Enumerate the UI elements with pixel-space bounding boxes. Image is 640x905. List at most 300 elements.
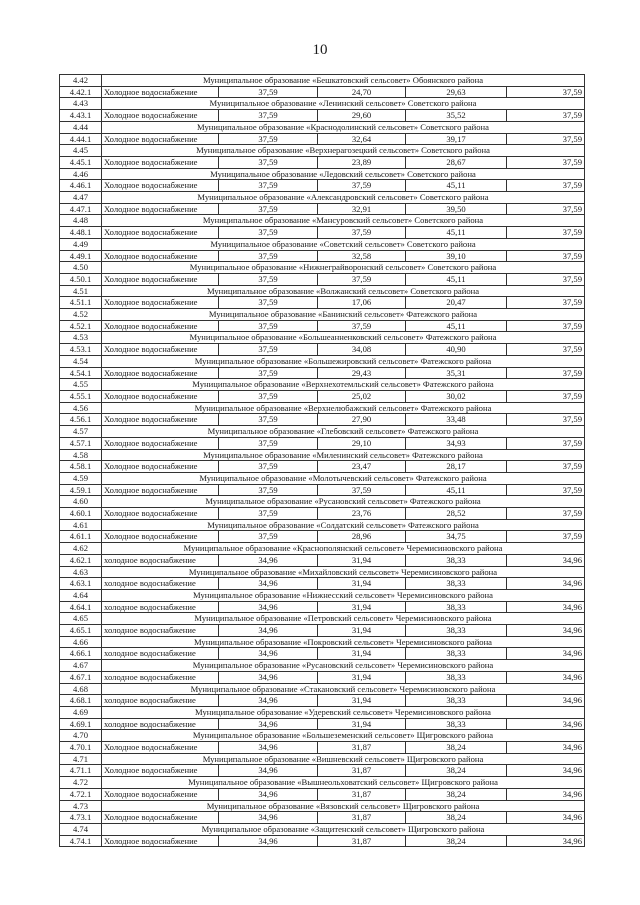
service-name-cell: Холодное водоснабжение [102, 227, 219, 239]
tariff-value-cell: 34,96 [507, 695, 585, 707]
row-number-cell: 4.70.1 [60, 742, 102, 754]
tariff-value-cell: 20,47 [406, 297, 507, 309]
table-row [60, 344, 585, 356]
table-row [60, 437, 585, 449]
tariff-value-cell: 45,11 [406, 320, 507, 332]
tariff-value-cell: 31,94 [318, 554, 406, 566]
tariff-value-cell: 31,87 [318, 835, 406, 847]
tariff-value-cell: 38,33 [406, 671, 507, 683]
table-row [60, 461, 585, 473]
service-name-cell: Холодное водоснабжение [102, 250, 219, 262]
tariff-value-cell: 23,76 [318, 508, 406, 520]
municipality-title-cell: Муниципальное образование «Покровский сельсовет» Черемисиновского района [102, 636, 585, 648]
tariff-value-cell: 34,96 [507, 812, 585, 824]
tariff-table [59, 74, 585, 847]
row-number-cell: 4.65.1 [60, 625, 102, 637]
row-number-cell: 4.53.1 [60, 344, 102, 356]
municipality-title-cell: Муниципальное образование «Нижнеграйворонский сельсовет» Советского района [102, 262, 585, 274]
row-number-cell: 4.52.1 [60, 320, 102, 332]
service-name-cell: холодное водоснабжение [102, 671, 219, 683]
tariff-value-cell: 34,96 [219, 601, 318, 613]
municipality-title-cell: Муниципальное образование «Молотычевский сельсовет» Фатежского района [102, 472, 585, 484]
row-number-cell: 4.60.1 [60, 508, 102, 520]
tariff-value-cell: 28,67 [406, 156, 507, 168]
section-heading-row [60, 496, 585, 508]
tariff-value-cell: 37,59 [507, 344, 585, 356]
municipality-title-cell: Муниципальное образование «Верхнехотемльский сельсовет» Фатежского района [102, 379, 585, 391]
municipality-title-cell: Муниципальное образование «Ледовский сельсовет» Советского района [102, 168, 585, 180]
row-number-cell: 4.63.1 [60, 578, 102, 590]
section-heading-row [60, 426, 585, 438]
service-name-cell: холодное водоснабжение [102, 718, 219, 730]
service-name-cell: Холодное водоснабжение [102, 390, 219, 402]
section-heading-row [60, 309, 585, 321]
tariff-value-cell: 37,59 [219, 484, 318, 496]
table-row [60, 531, 585, 543]
service-name-cell: Холодное водоснабжение [102, 788, 219, 800]
row-number-cell: 4.63 [60, 566, 102, 578]
tariff-value-cell: 27,90 [318, 414, 406, 426]
service-name-cell: Холодное водоснабжение [102, 508, 219, 520]
section-heading-row [60, 472, 585, 484]
row-number-cell: 4.42.1 [60, 86, 102, 98]
section-heading-row [60, 730, 585, 742]
tariff-value-cell: 37,59 [219, 297, 318, 309]
section-heading-row [60, 262, 585, 274]
municipality-title-cell: Муниципальное образование «Стакановский сельсовет» Черемисиновского района [102, 683, 585, 695]
tariff-value-cell: 37,59 [219, 133, 318, 145]
row-number-cell: 4.50.1 [60, 273, 102, 285]
service-name-cell: холодное водоснабжение [102, 648, 219, 660]
row-number-cell: 4.72 [60, 777, 102, 789]
table-row [60, 203, 585, 215]
tariff-value-cell: 34,96 [507, 648, 585, 660]
table-row [60, 695, 585, 707]
tariff-value-cell: 37,59 [219, 367, 318, 379]
table-row [60, 156, 585, 168]
section-heading-row [60, 566, 585, 578]
service-name-cell: Холодное водоснабжение [102, 156, 219, 168]
service-name-cell: Холодное водоснабжение [102, 110, 219, 122]
tariff-value-cell: 32,58 [318, 250, 406, 262]
row-number-cell: 4.46.1 [60, 180, 102, 192]
tariff-value-cell: 34,96 [507, 554, 585, 566]
service-name-cell: Холодное водоснабжение [102, 133, 219, 145]
row-number-cell: 4.68 [60, 683, 102, 695]
table-row [60, 250, 585, 262]
tariff-value-cell: 38,24 [406, 765, 507, 777]
service-name-cell: холодное водоснабжение [102, 625, 219, 637]
tariff-value-cell: 34,96 [219, 648, 318, 660]
tariff-value-cell: 34,96 [507, 835, 585, 847]
tariff-value-cell: 45,11 [406, 484, 507, 496]
tariff-value-cell: 31,94 [318, 648, 406, 660]
municipality-title-cell: Муниципальное образование «Петровский сельсовет» Черемисиновского района [102, 613, 585, 625]
section-heading-row [60, 777, 585, 789]
row-number-cell: 4.61 [60, 519, 102, 531]
tariff-value-cell: 37,59 [507, 297, 585, 309]
row-number-cell: 4.55.1 [60, 390, 102, 402]
table-row [60, 812, 585, 824]
row-number-cell: 4.51.1 [60, 297, 102, 309]
section-heading-row [60, 355, 585, 367]
section-heading-row [60, 332, 585, 344]
tariff-value-cell: 29,60 [318, 110, 406, 122]
row-number-cell: 4.57 [60, 426, 102, 438]
row-number-cell: 4.42 [60, 75, 102, 87]
tariff-value-cell: 37,59 [219, 461, 318, 473]
tariff-value-cell: 38,24 [406, 742, 507, 754]
municipality-title-cell: Муниципальное образование «Русановский сельсовет» Фатежского района [102, 496, 585, 508]
tariff-value-cell: 34,75 [406, 531, 507, 543]
section-heading-row [60, 543, 585, 555]
table-row [60, 227, 585, 239]
tariff-value-cell: 34,96 [507, 671, 585, 683]
tariff-value-cell: 34,96 [507, 718, 585, 730]
section-heading-row [60, 215, 585, 227]
service-name-cell: Холодное водоснабжение [102, 86, 219, 98]
tariff-value-cell: 31,94 [318, 671, 406, 683]
municipality-title-cell: Муниципальное образование «Ленинский сельсовет» Советского района [102, 98, 585, 110]
section-heading-row [60, 449, 585, 461]
section-heading-row [60, 75, 585, 87]
table-row [60, 648, 585, 660]
tariff-value-cell: 31,94 [318, 718, 406, 730]
tariff-value-cell: 37,59 [318, 273, 406, 285]
section-heading-row [60, 238, 585, 250]
tariff-value-cell: 45,11 [406, 180, 507, 192]
row-number-cell: 4.65 [60, 613, 102, 625]
tariff-value-cell: 34,96 [507, 765, 585, 777]
tariff-value-cell: 37,59 [219, 414, 318, 426]
tariff-value-cell: 31,94 [318, 578, 406, 590]
section-heading-row [60, 636, 585, 648]
municipality-title-cell: Муниципальное образование «Волжанский сельсовет» Советского района [102, 285, 585, 297]
service-name-cell: Холодное водоснабжение [102, 414, 219, 426]
tariff-value-cell: 37,59 [219, 203, 318, 215]
tariff-value-cell: 34,08 [318, 344, 406, 356]
table-row [60, 297, 585, 309]
municipality-title-cell: Муниципальное образование «Удеревский сельсовет» Черемисиновского района [102, 706, 585, 718]
service-name-cell: Холодное водоснабжение [102, 320, 219, 332]
row-number-cell: 4.60 [60, 496, 102, 508]
section-heading-row [60, 402, 585, 414]
tariff-value-cell: 37,59 [507, 414, 585, 426]
section-heading-row [60, 121, 585, 133]
tariff-value-cell: 34,96 [507, 601, 585, 613]
section-heading-row [60, 192, 585, 204]
tariff-value-cell: 29,63 [406, 86, 507, 98]
tariff-value-cell: 37,59 [507, 531, 585, 543]
municipality-title-cell: Муниципальное образование «Вязовский сельсовет» Щигровского района [102, 800, 585, 812]
tariff-value-cell: 37,59 [507, 227, 585, 239]
tariff-value-cell: 29,43 [318, 367, 406, 379]
row-number-cell: 4.47.1 [60, 203, 102, 215]
tariff-value-cell: 38,24 [406, 812, 507, 824]
row-number-cell: 4.69.1 [60, 718, 102, 730]
service-name-cell: холодное водоснабжение [102, 554, 219, 566]
tariff-value-cell: 34,96 [219, 554, 318, 566]
tariff-value-cell: 32,64 [318, 133, 406, 145]
table-row [60, 273, 585, 285]
section-heading-row [60, 519, 585, 531]
section-heading-row [60, 800, 585, 812]
tariff-value-cell: 37,59 [318, 180, 406, 192]
tariff-value-cell: 37,59 [219, 110, 318, 122]
service-name-cell: Холодное водоснабжение [102, 835, 219, 847]
tariff-value-cell: 38,33 [406, 578, 507, 590]
tariff-value-cell: 37,59 [219, 508, 318, 520]
section-heading-row [60, 168, 585, 180]
row-number-cell: 4.52 [60, 309, 102, 321]
tariff-value-cell: 31,87 [318, 812, 406, 824]
section-heading-row [60, 285, 585, 297]
municipality-title-cell: Муниципальное образование «Верхнерагозецкий сельсовет» Советского района [102, 145, 585, 157]
tariff-value-cell: 37,59 [507, 86, 585, 98]
tariff-value-cell: 37,59 [507, 110, 585, 122]
tariff-value-cell: 37,59 [507, 180, 585, 192]
table-row [60, 718, 585, 730]
table-row [60, 508, 585, 520]
municipality-title-cell: Муниципальное образование «Краснодолинский сельсовет» Советского района [102, 121, 585, 133]
municipality-title-cell: Муниципальное образование «Краснополянский сельсовет» Черемисиновского района [102, 543, 585, 555]
row-number-cell: 4.67.1 [60, 671, 102, 683]
tariff-value-cell: 34,96 [219, 578, 318, 590]
tariff-value-cell: 31,94 [318, 625, 406, 637]
municipality-title-cell: Муниципальное образование «Мансуровский сельсовет» Советского района [102, 215, 585, 227]
row-number-cell: 4.45.1 [60, 156, 102, 168]
tariff-value-cell: 28,17 [406, 461, 507, 473]
service-name-cell: Холодное водоснабжение [102, 273, 219, 285]
service-name-cell: Холодное водоснабжение [102, 344, 219, 356]
tariff-value-cell: 29,10 [318, 437, 406, 449]
row-number-cell: 4.64.1 [60, 601, 102, 613]
table-row [60, 414, 585, 426]
service-name-cell: Холодное водоснабжение [102, 437, 219, 449]
section-heading-row [60, 706, 585, 718]
municipality-title-cell: Муниципальное образование «Банинский сельсовет» Фатежского района [102, 309, 585, 321]
municipality-title-cell: Муниципальное образование «Большеанненковский сельсовет» Фатежского района [102, 332, 585, 344]
municipality-title-cell: Муниципальное образование «Солдатский сельсовет» Фатежского района [102, 519, 585, 531]
service-name-cell: Холодное водоснабжение [102, 812, 219, 824]
municipality-title-cell: Муниципальное образование «Вишневский сельсовет» Щигровского района [102, 753, 585, 765]
tariff-value-cell: 23,47 [318, 461, 406, 473]
tariff-value-cell: 34,96 [219, 742, 318, 754]
tariff-value-cell: 34,96 [219, 765, 318, 777]
tariff-value-cell: 34,96 [219, 788, 318, 800]
row-number-cell: 4.73.1 [60, 812, 102, 824]
tariff-value-cell: 38,33 [406, 648, 507, 660]
table-row [60, 578, 585, 590]
tariff-value-cell: 39,10 [406, 250, 507, 262]
row-number-cell: 4.62 [60, 543, 102, 555]
section-heading-row [60, 145, 585, 157]
tariff-value-cell: 34,96 [219, 718, 318, 730]
tariff-value-cell: 35,31 [406, 367, 507, 379]
service-name-cell: холодное водоснабжение [102, 695, 219, 707]
tariff-value-cell: 31,87 [318, 765, 406, 777]
municipality-title-cell: Муниципальное образование «Бешкатовский сельсовет» Обоянского района [102, 75, 585, 87]
row-number-cell: 4.66.1 [60, 648, 102, 660]
row-number-cell: 4.50 [60, 262, 102, 274]
row-number-cell: 4.46 [60, 168, 102, 180]
section-heading-row [60, 683, 585, 695]
tariff-value-cell: 39,50 [406, 203, 507, 215]
row-number-cell: 4.47 [60, 192, 102, 204]
tariff-value-cell: 35,52 [406, 110, 507, 122]
row-number-cell: 4.64 [60, 589, 102, 601]
tariff-value-cell: 31,94 [318, 601, 406, 613]
tariff-value-cell: 33,48 [406, 414, 507, 426]
row-number-cell: 4.66 [60, 636, 102, 648]
row-number-cell: 4.44 [60, 121, 102, 133]
municipality-title-cell: Муниципальное образование «Защитенский сельсовет» Щигровского района [102, 824, 585, 836]
table-row [60, 788, 585, 800]
tariff-value-cell: 37,59 [507, 437, 585, 449]
tariff-value-cell: 38,33 [406, 601, 507, 613]
tariff-value-cell: 37,59 [507, 390, 585, 402]
tariff-value-cell: 40,90 [406, 344, 507, 356]
row-number-cell: 4.51 [60, 285, 102, 297]
row-number-cell: 4.70 [60, 730, 102, 742]
row-number-cell: 4.56 [60, 402, 102, 414]
tariff-value-cell: 37,59 [219, 86, 318, 98]
row-number-cell: 4.54 [60, 355, 102, 367]
tariff-value-cell: 45,11 [406, 227, 507, 239]
municipality-title-cell: Муниципальное образование «Советский сельсовет» Советского района [102, 238, 585, 250]
tariff-value-cell: 37,59 [219, 156, 318, 168]
tariff-value-cell: 37,59 [219, 344, 318, 356]
tariff-value-cell: 37,59 [507, 320, 585, 332]
tariff-value-cell: 24,70 [318, 86, 406, 98]
row-number-cell: 4.49 [60, 238, 102, 250]
row-number-cell: 4.69 [60, 706, 102, 718]
service-name-cell: Холодное водоснабжение [102, 461, 219, 473]
service-name-cell: Холодное водоснабжение [102, 531, 219, 543]
service-name-cell: Холодное водоснабжение [102, 484, 219, 496]
tariff-value-cell: 34,96 [507, 788, 585, 800]
tariff-value-cell: 38,33 [406, 695, 507, 707]
table-row [60, 835, 585, 847]
row-number-cell: 4.58.1 [60, 461, 102, 473]
service-name-cell: Холодное водоснабжение [102, 367, 219, 379]
tariff-value-cell: 37,59 [507, 461, 585, 473]
tariff-value-cell: 34,96 [219, 695, 318, 707]
tariff-value-cell: 38,33 [406, 554, 507, 566]
tariff-value-cell: 25,02 [318, 390, 406, 402]
service-name-cell: холодное водоснабжение [102, 601, 219, 613]
row-number-cell: 4.48.1 [60, 227, 102, 239]
tariff-value-cell: 38,24 [406, 835, 507, 847]
tariff-value-cell: 37,59 [507, 367, 585, 379]
service-name-cell: холодное водоснабжение [102, 578, 219, 590]
table-row [60, 625, 585, 637]
row-number-cell: 4.59 [60, 472, 102, 484]
tariff-value-cell: 37,59 [318, 227, 406, 239]
table-row [60, 554, 585, 566]
service-name-cell: Холодное водоснабжение [102, 765, 219, 777]
row-number-cell: 4.48 [60, 215, 102, 227]
tariff-value-cell: 39,17 [406, 133, 507, 145]
table-row [60, 484, 585, 496]
row-number-cell: 4.43 [60, 98, 102, 110]
municipality-title-cell: Муниципальное образование «Нижнесский сельсовет» Черемисиновского района [102, 589, 585, 601]
table-row [60, 180, 585, 192]
tariff-value-cell: 17,06 [318, 297, 406, 309]
tariff-value-cell: 37,59 [219, 390, 318, 402]
tariff-value-cell: 34,93 [406, 437, 507, 449]
table-row [60, 86, 585, 98]
municipality-title-cell: Муниципальное образование «Верхнелюбажский сельсовет» Фатежского района [102, 402, 585, 414]
table-row [60, 320, 585, 332]
tariff-value-cell: 38,24 [406, 788, 507, 800]
tariff-value-cell: 34,96 [507, 625, 585, 637]
tariff-value-cell: 37,59 [507, 508, 585, 520]
tariff-value-cell: 34,96 [219, 625, 318, 637]
tariff-value-cell: 37,59 [318, 320, 406, 332]
tariff-value-cell: 23,89 [318, 156, 406, 168]
tariff-value-cell: 37,59 [507, 484, 585, 496]
row-number-cell: 4.43.1 [60, 110, 102, 122]
row-number-cell: 4.49.1 [60, 250, 102, 262]
municipality-title-cell: Муниципальное образование «Миленинский сельсовет» Фатежского района [102, 449, 585, 461]
row-number-cell: 4.71 [60, 753, 102, 765]
table-row [60, 601, 585, 613]
section-heading-row [60, 753, 585, 765]
tariff-value-cell: 34,96 [219, 671, 318, 683]
row-number-cell: 4.57.1 [60, 437, 102, 449]
row-number-cell: 4.67 [60, 660, 102, 672]
row-number-cell: 4.71.1 [60, 765, 102, 777]
table-row [60, 765, 585, 777]
tariff-value-cell: 31,87 [318, 788, 406, 800]
table-row [60, 671, 585, 683]
row-number-cell: 4.56.1 [60, 414, 102, 426]
tariff-value-cell: 37,59 [219, 437, 318, 449]
page-number: 10 [312, 42, 328, 58]
section-heading-row [60, 98, 585, 110]
tariff-value-cell: 34,96 [507, 742, 585, 754]
tariff-value-cell: 34,96 [219, 812, 318, 824]
section-heading-row [60, 613, 585, 625]
municipality-title-cell: Муниципальное образование «Глебовский сельсовет» Фатежского района [102, 426, 585, 438]
row-number-cell: 4.59.1 [60, 484, 102, 496]
service-name-cell: Холодное водоснабжение [102, 180, 219, 192]
tariff-value-cell: 37,59 [219, 273, 318, 285]
tariff-value-cell: 37,59 [507, 273, 585, 285]
row-number-cell: 4.74 [60, 824, 102, 836]
row-number-cell: 4.72.1 [60, 788, 102, 800]
row-number-cell: 4.45 [60, 145, 102, 157]
row-number-cell: 4.53 [60, 332, 102, 344]
tariff-value-cell: 38,33 [406, 718, 507, 730]
tariff-value-cell: 37,59 [318, 484, 406, 496]
table-row [60, 742, 585, 754]
tariff-value-cell: 34,96 [507, 578, 585, 590]
table-row [60, 367, 585, 379]
section-heading-row [60, 589, 585, 601]
tariff-value-cell: 32,91 [318, 203, 406, 215]
tariff-value-cell: 45,11 [406, 273, 507, 285]
table-row [60, 110, 585, 122]
row-number-cell: 4.74.1 [60, 835, 102, 847]
row-number-cell: 4.44.1 [60, 133, 102, 145]
table-row [60, 133, 585, 145]
table-body [60, 75, 585, 847]
row-number-cell: 4.62.1 [60, 554, 102, 566]
section-heading-row [60, 660, 585, 672]
tariff-value-cell: 31,87 [318, 742, 406, 754]
